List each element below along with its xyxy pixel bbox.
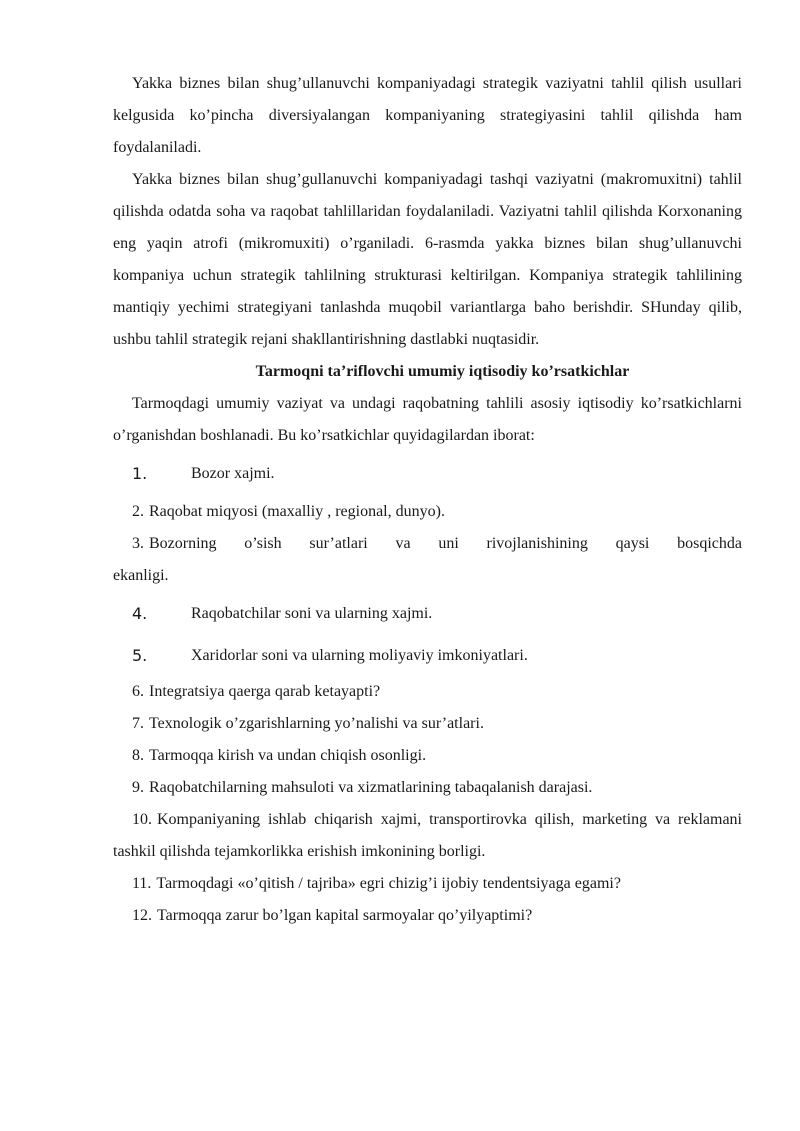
- list-item: [113, 772, 742, 804]
- list-item-text: Raqobatchilar soni va ularning xajmi.: [191, 605, 433, 622]
- list-item: [113, 740, 742, 772]
- list-item-number: 11.: [132, 875, 152, 892]
- document-page: [113, 68, 742, 932]
- list-item: [113, 900, 742, 932]
- list-item-text: Bozorning o’sish sur’atlari va uni rivojlanishining qaysi bosqichda ekanligi.: [113, 535, 742, 584]
- list-item: [113, 640, 742, 672]
- list-item-number: 8.: [132, 747, 144, 764]
- list-item-number: 1.: [132, 464, 148, 483]
- list-item-text: Tarmoqqa zarur bo’lgan kapital sarmoyalar qo’yilyaptimi?: [157, 907, 533, 924]
- paragraph-external-analysis: Yakka biznes bilan shug’gullanuvchi kompaniyadagi tashqi vaziyatni (makromuxitni) tahlil qilishda odatda soha va raqobat tahlillaridan foydalaniladi. Vaziyatni tahlil qilishda Korxonaning eng yaqin atrofi (mikromuxiti) o’rganiladi. 6-rasmda yakka biznes bilan shug’ullanuvchi kompaniya uchun strategik tahlilning strukturasi keltirilgan. Kompaniya strategik tahlilining mantiqiy yechimi strategiyani tanlashda muqobil variantlarga baho berishdir. SHunday qilib, ushbu tahlil strategik rejani shakllantirishning dastlabki nuqtasidir.: [113, 171, 742, 348]
- list-item-text: Bozor xajmi.: [191, 465, 275, 482]
- list-item-number: 7.: [132, 715, 144, 732]
- list-item-number: 5.: [132, 646, 148, 665]
- list-item-number: 10.: [132, 811, 152, 828]
- list-item-text: Tarmoqdagi «o’qitish / tajriba» egri chizig’i ijobiy tendentsiyaga egami?: [156, 875, 621, 892]
- list-item: [113, 868, 742, 900]
- list-item: [113, 496, 742, 528]
- list-item-text: Texnologik o’zgarishlarning yo’nalishi va sur’atlari.: [149, 715, 484, 732]
- list-item-number: 9.: [132, 779, 144, 796]
- list-item-text: Raqobatchilarning mahsuloti va xizmatlarining tabaqalanish darajasi.: [149, 779, 593, 796]
- list-item: [113, 458, 742, 490]
- list-item-number: 12.: [132, 907, 152, 924]
- list-item-number: 4.: [132, 604, 148, 623]
- list-item: [113, 708, 742, 740]
- list-item: [113, 804, 742, 868]
- list-item-text: Tarmoqqa kirish va undan chiqish osonligi.: [149, 747, 427, 764]
- section-heading: Tarmoqni ta’riflovchi umumiy iqtisodiy ko’rsatkichlar: [255, 363, 630, 380]
- paragraph-intro: Yakka biznes bilan shug’ullanuvchi kompaniyadagi strategik vaziyatni tahlil qilish usullari kelgusida ko’pincha diversiyalangan kompaniyaning strategiyasini tahlil qilishda ham foydalaniladi.: [113, 75, 742, 156]
- list-item-text: Raqobat miqyosi (maxalliy , regional, dunyo).: [149, 503, 445, 520]
- list-item: [113, 676, 742, 708]
- indicators-list: [113, 458, 742, 932]
- list-item-number: 2.: [132, 503, 144, 520]
- list-item: [113, 528, 742, 592]
- list-item-text: Kompaniyaning ishlab chiqarish xajmi, transportirovka qilish, marketing va reklamani tashkil qilishda tejamkorlikka erishish imkonining borligi.: [113, 811, 742, 860]
- paragraph-indicators-intro: Tarmoqdagi umumiy vaziyat va undagi raqobatning tahlili asosiy iqtisodiy ko’rsatkichlarni o’rganishdan boshlanadi. Bu ko’rsatkichlar quyidagilardan iborat:: [113, 395, 742, 444]
- list-item-text: Integratsiya qaerga qarab ketayapti?: [149, 683, 381, 700]
- list-item-number: 3.: [132, 535, 144, 552]
- list-item: [113, 598, 742, 630]
- list-item-text: Xaridorlar soni va ularning moliyaviy imkoniyatlari.: [191, 647, 528, 664]
- list-item-number: 6.: [132, 683, 144, 700]
